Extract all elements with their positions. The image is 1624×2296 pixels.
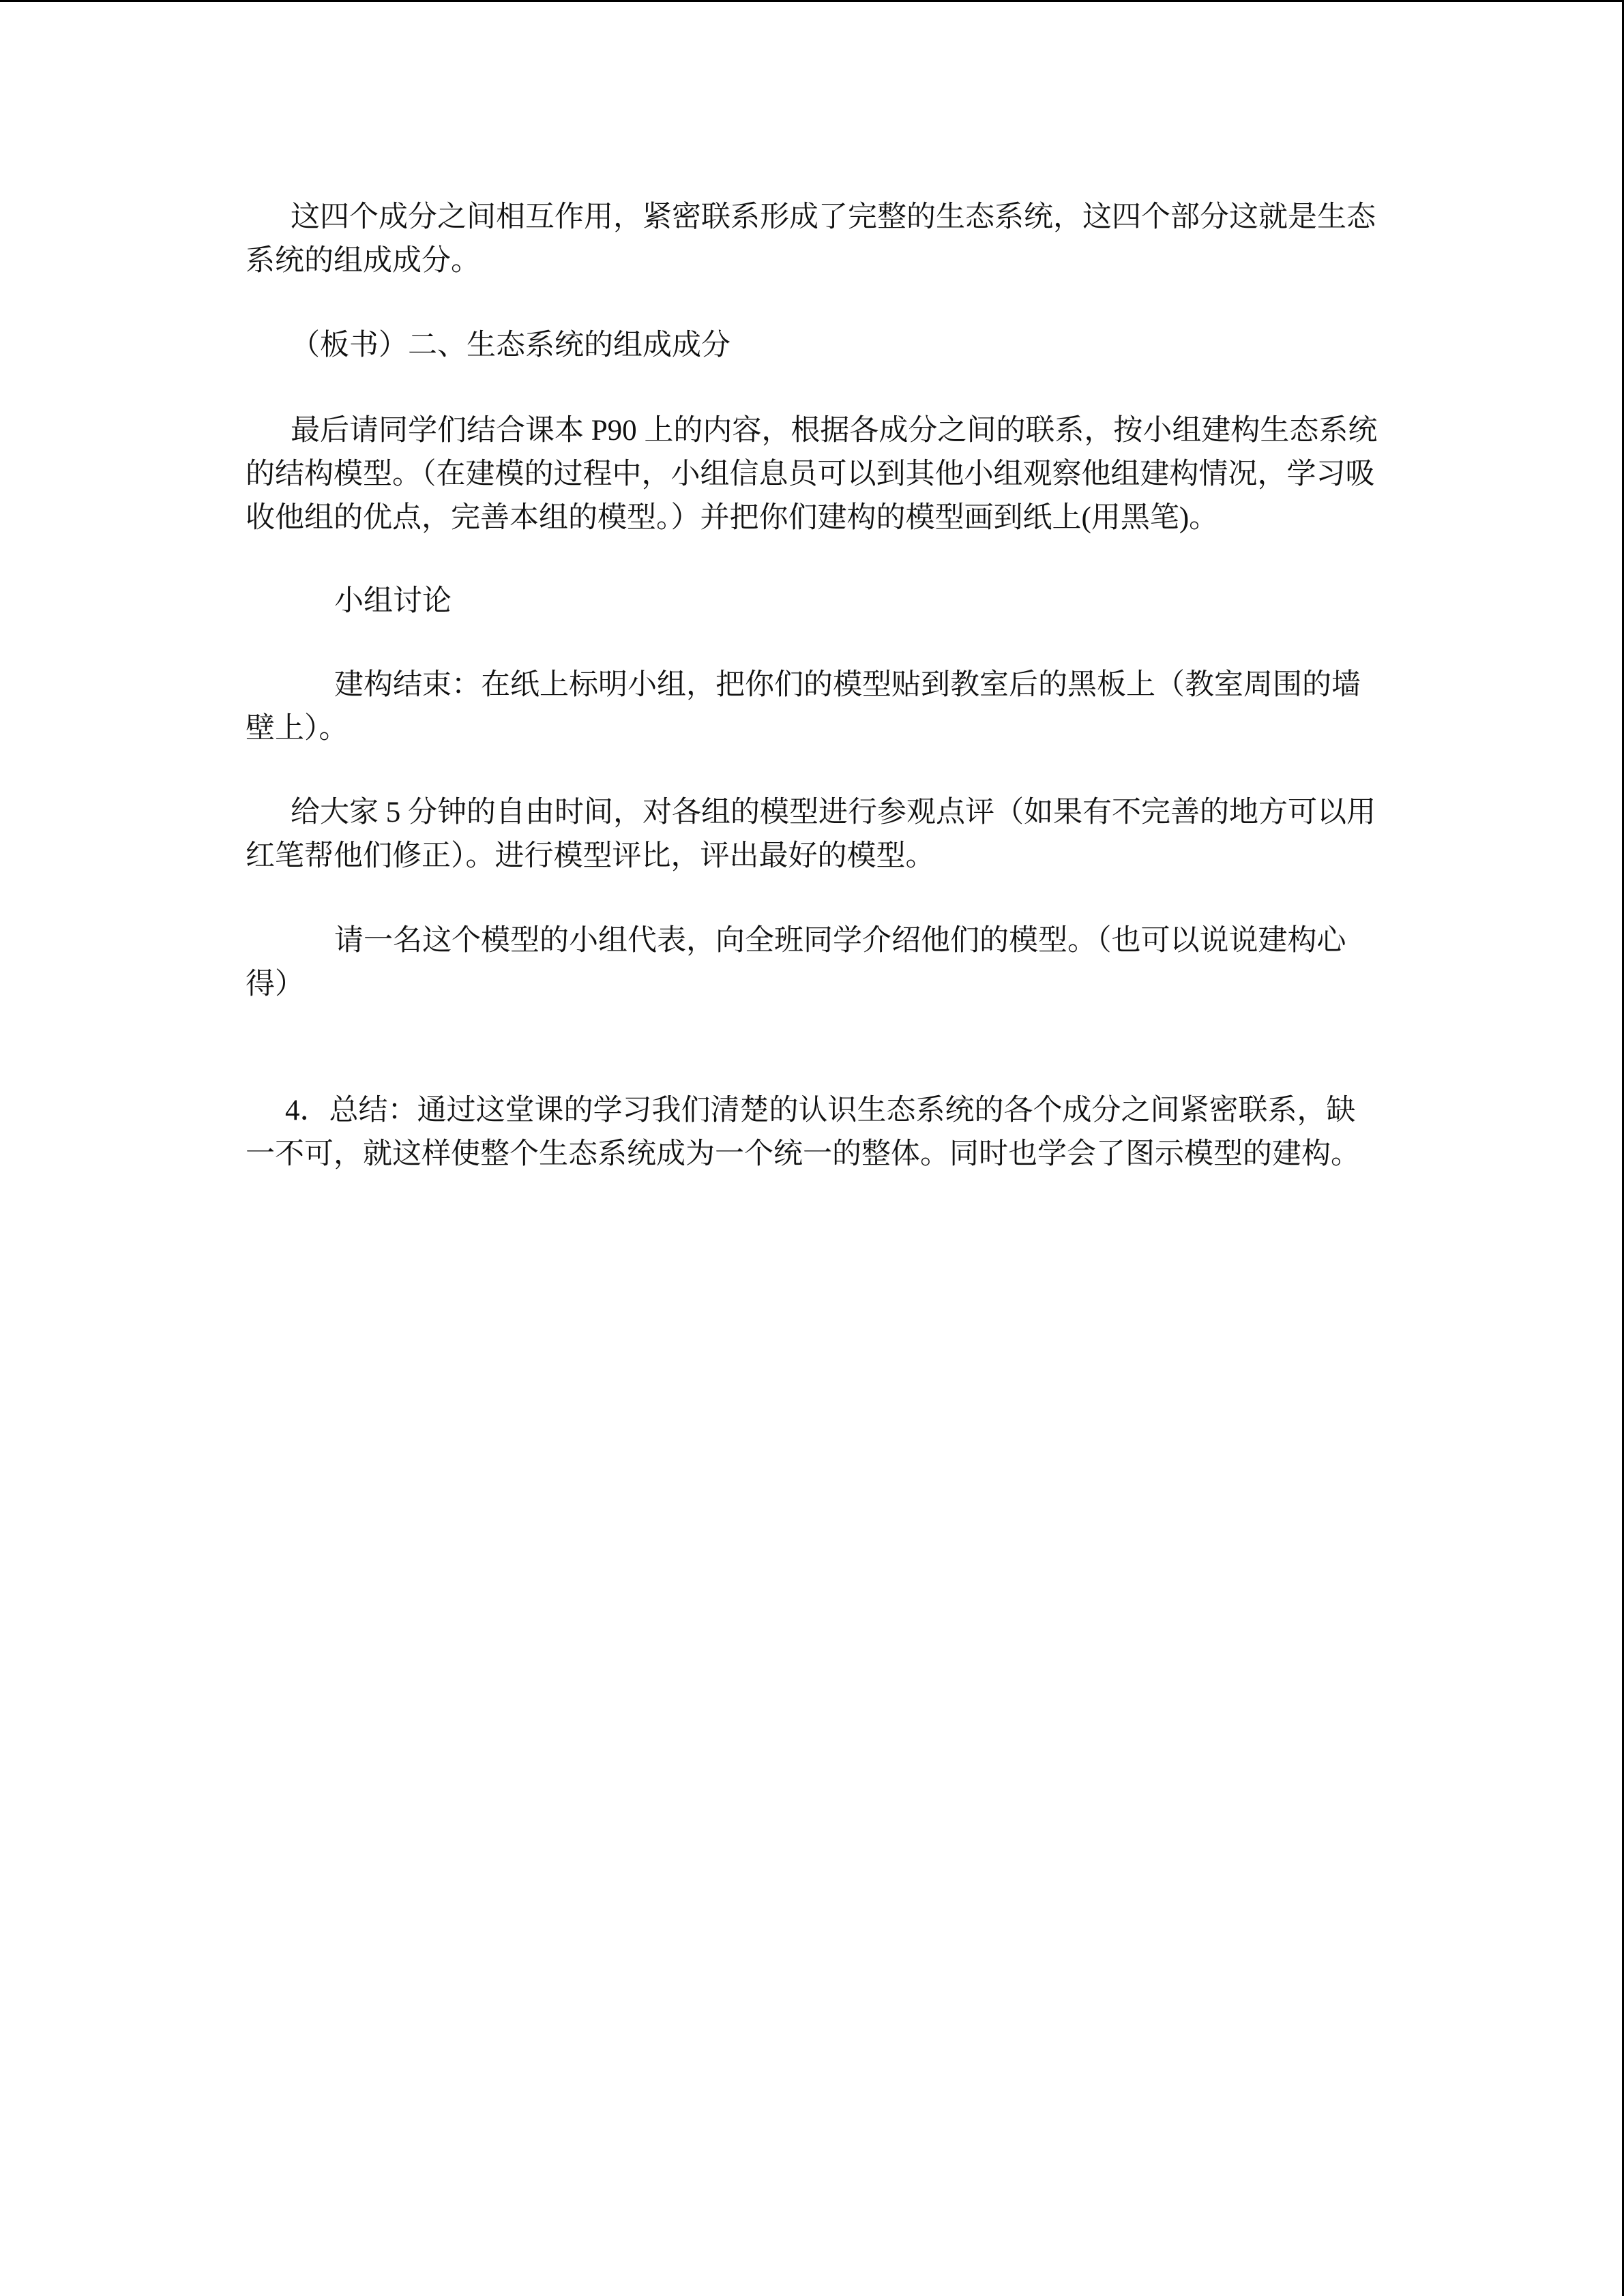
paragraph-board-heading: （板书）二、生态系统的组成成分: [291, 329, 730, 361]
paragraph-build-finished: 建构结束：在纸上标明小组，把你们的模型贴到教室后的黑板上（教室周围的墙壁上）。: [246, 669, 1361, 745]
top-border: [0, 0, 1624, 2]
paragraph-summary: 4．总结：通过这堂课的学习我们清楚的认识生态系统的各个成分之间紧密联系，缺一不可，就这样使整个生态系统成为一个统一的整体。同时也学会了图示模型的建构。: [246, 1094, 1360, 1170]
paragraph-model-building-instructions: 最后请同学们结合课本 P90 上的内容，根据各成分之间的联系，按小组建构生态系统的结构模型。（在建模的过程中，小组信息员可以到其他小组观察他组建构情况，学习吸收他组的优点，完善本组的模型。）并把你们建构的模型画到纸上(用黑笔)。: [246, 415, 1378, 534]
paragraph-free-review-time: 给大家 5 分钟的自由时间，对各组的模型进行参观点评（如果有不完善的地方可以用红笔帮他们修正）。进行模型评比，评出最好的模型。: [246, 796, 1376, 872]
paragraph-group-representative: 请一名这个模型的小组代表，向全班同学介绍他们的模型。（也可以说说建构心得）: [246, 925, 1346, 1000]
paragraph-ecosystem-components: 这四个成分之间相互作用，紧密联系形成了完整的生态系统，这四个部分这就是生态系统的组成成分。: [246, 201, 1376, 277]
paragraph-group-discussion: 小组讨论: [334, 585, 452, 617]
